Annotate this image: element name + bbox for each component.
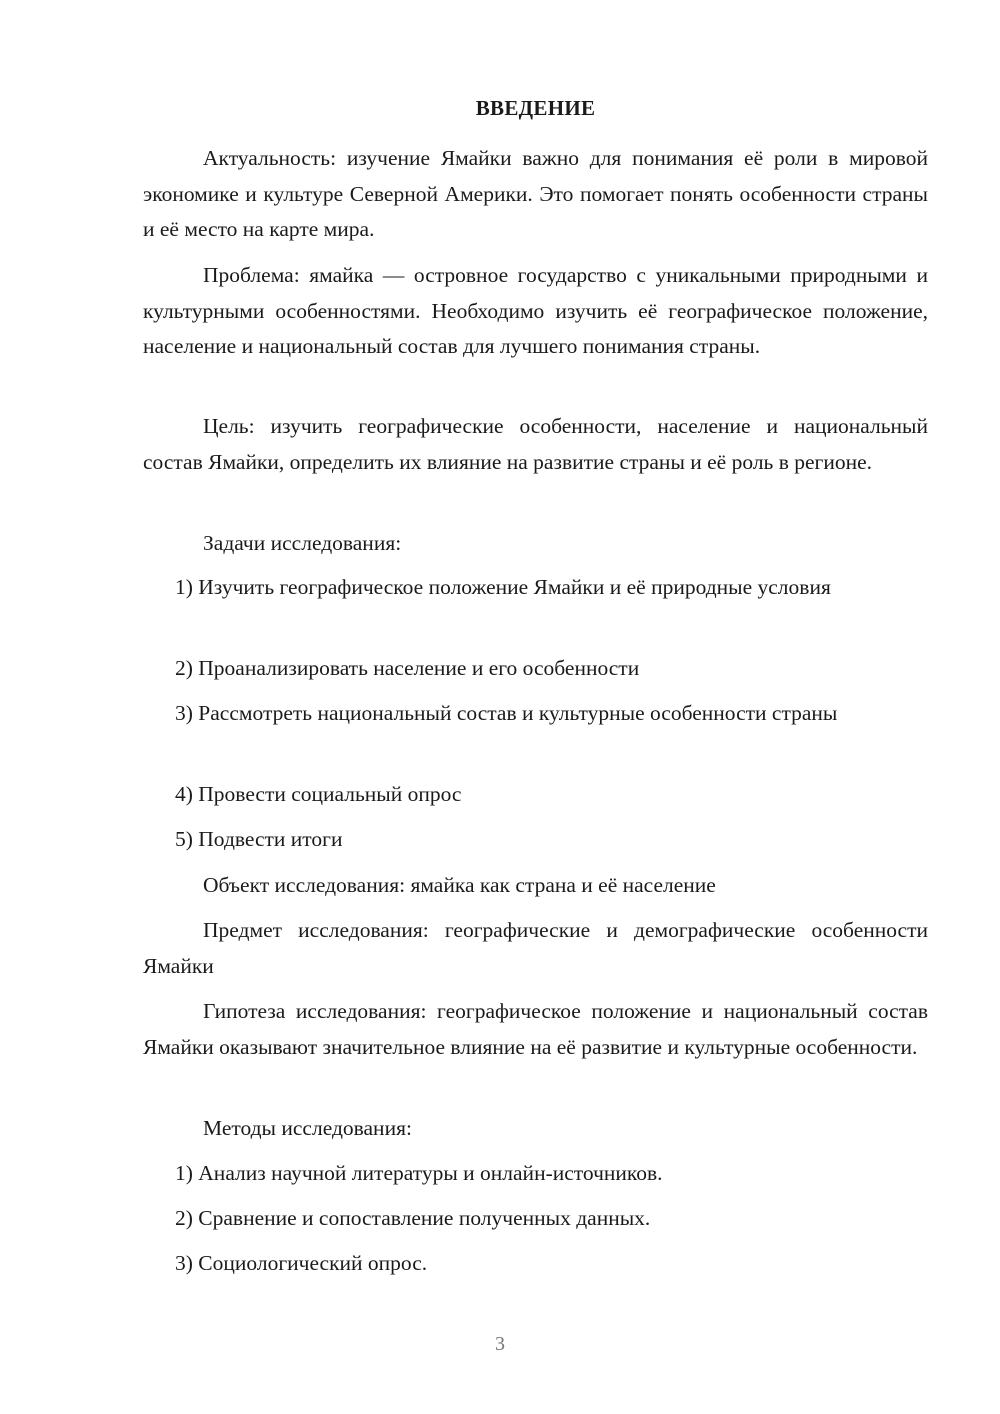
page-title: ВВЕДЕНИЕ	[475, 96, 596, 120]
tasks-heading: Задачи исследования:	[203, 531, 402, 555]
subject-paragraph: Предмет исследования: географические и демографические особенности Ямайки	[143, 918, 928, 978]
task-item-4: 4) Провести социальный опрос	[175, 782, 462, 806]
task-item-2: 2) Проанализировать население и его особенности	[175, 656, 640, 680]
problem-paragraph: Проблема: ямайка — островное государство с уникальными природными и культурными особенностями. Необходимо изучить её географическое положение, население и национальный состав для лучшего понимания страны.	[143, 263, 928, 358]
relevance-paragraph: Актуальность: изучение Ямайки важно для понимания её роли в мировой экономике и культуре Северной Америки. Это помогает понять особенности страны и её место на карте мира.	[143, 146, 928, 241]
hypothesis-paragraph: Гипотеза исследования: географическое положение и национальный состав Ямайки оказывают значительное влияние на её развитие и культурные особенности.	[143, 999, 928, 1059]
goal-paragraph: Цель: изучить географические особенности, население и национальный состав Ямайки, определить их влияние на развитие страны и её роль в регионе.	[143, 414, 928, 474]
task-item-5: 5) Подвести итоги	[175, 827, 343, 851]
task-item-3: 3) Рассмотреть национальный состав и культурные особенности страны	[175, 701, 838, 725]
method-item-3: 3) Социологический опрос.	[175, 1251, 428, 1275]
method-item-2: 2) Сравнение и сопоставление полученных данных.	[175, 1206, 651, 1230]
task-item-1: 1) Изучить географическое положение Ямайки и её природные условия	[175, 575, 831, 599]
page-number: 3	[495, 1333, 505, 1355]
object-paragraph: Объект исследования: ямайка как страна и её население	[203, 873, 716, 897]
methods-heading: Методы исследования:	[203, 1116, 412, 1140]
method-item-1: 1) Анализ научной литературы и онлайн-источников.	[175, 1161, 663, 1185]
